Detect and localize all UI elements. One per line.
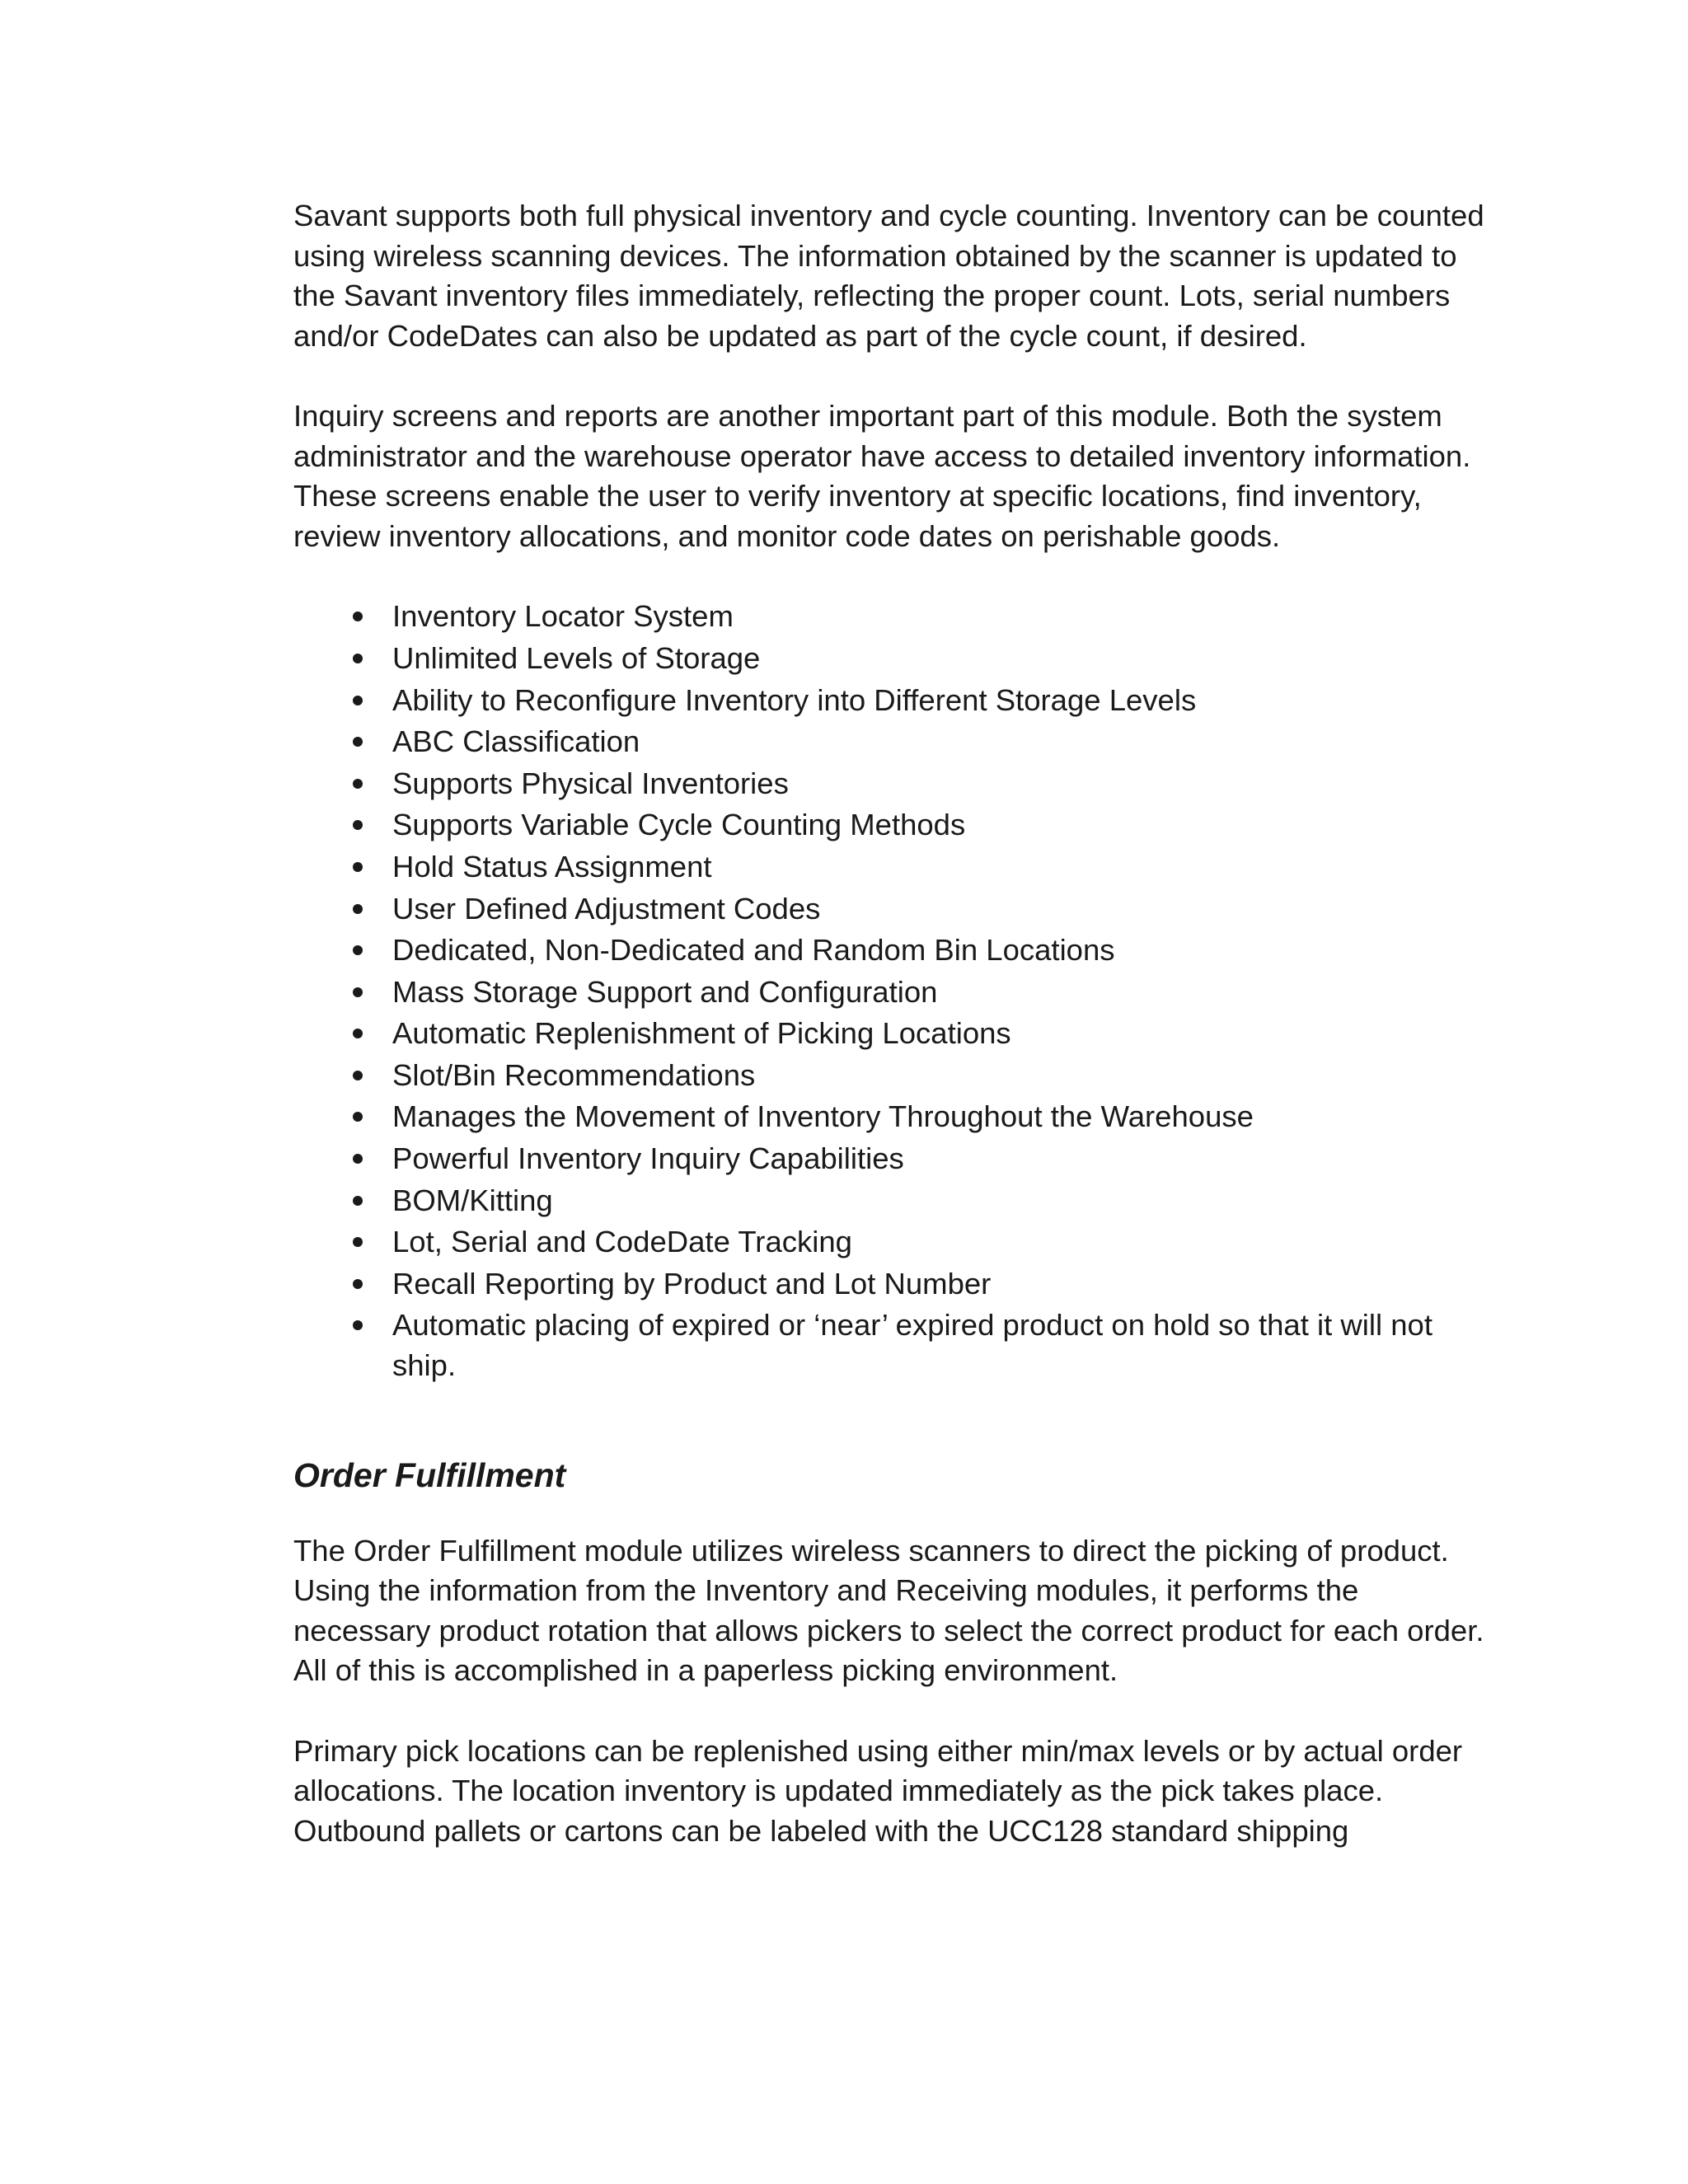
feature-text: Recall Reporting by Product and Lot Number [392,1266,992,1301]
bullet-icon [353,945,363,955]
feature-text: Mass Storage Support and Configuration [392,974,938,1009]
feature-text: BOM/Kitting [392,1183,553,1217]
feature-text: Lot, Serial and CodeDate Tracking [392,1225,852,1259]
bullet-icon [353,1279,363,1289]
feature-list [293,597,1489,1385]
section-heading-order-fulfillment: Order Fulfillment [293,1455,566,1494]
order-fulfillment-paragraph-module: The Order Fulfillment module utilizes wireless scanners to direct the picking of product. Using the information from the Inventory and Receiving modules, it performs the necessary product rotation that allows pickers to select the correct product for each order. All of this is accomplished in a paperless picking environment. [293,1533,1484,1688]
bullet-icon [353,862,363,872]
bullet-icon [353,1029,363,1038]
feature-text: Inventory Locator System [392,599,734,634]
bullet-icon [353,1112,363,1122]
feature-list-item [293,639,1489,679]
feature-list-item [293,889,1489,930]
feature-text: Unlimited Levels of Storage [392,640,761,675]
feature-list-item [293,847,1489,888]
bullet-icon [353,779,363,789]
feature-list-item [293,1056,1489,1096]
feature-list-item [293,681,1489,721]
feature-list-item [293,805,1489,846]
bullet-icon [353,654,363,663]
feature-text: User Defined Adjustment Codes [392,891,821,926]
bullet-icon [353,820,363,830]
bullet-icon [353,737,363,747]
feature-text: Dedicated, Non-Dedicated and Random Bin Locations [392,933,1115,968]
feature-list-item [293,1264,1489,1305]
feature-text: Automatic Replenishment of Picking Locations [392,1016,1011,1051]
feature-list-item [293,1181,1489,1221]
feature-list-item [293,1014,1489,1054]
feature-text: ABC Classification [392,724,640,759]
feature-list-item [293,722,1489,762]
feature-text: Manages the Movement of Inventory Throughout the Warehouse [392,1099,1254,1134]
feature-text: Supports Variable Cycle Counting Methods [392,808,966,842]
feature-list-item [293,764,1489,804]
feature-list-item [293,972,1489,1013]
intro-paragraph-cycle-counting: Savant supports both full physical inventory and cycle counting. Inventory can be counted using wireless scanning devices. The information obtained by the scanner is updated to the Savant inventory files immediately, reflecting the proper count. Lots, serial numbers and/or CodeDates can also be updated as part of the cycle count, if desired. [293,199,1484,353]
bullet-icon [353,1071,363,1080]
intro-paragraph-inquiry-screens: Inquiry screens and reports are another important part of this module. Both the system administrator and the warehouse operator have access to detailed inventory information. These screens enable the user to verify inventory at specific locations, find inventory, review inventory allocations, and monitor code dates on perishable goods. [293,398,1471,553]
page-content [293,196,1489,1851]
feature-list-item [293,1097,1489,1137]
bullet-icon [353,612,363,621]
feature-list-item [293,597,1489,637]
bullet-icon [353,696,363,705]
feature-text: Ability to Reconfigure Inventory into Different Storage Levels [392,682,1197,717]
bullet-icon [353,1154,363,1164]
feature-text: Slot/Bin Recommendations [392,1057,756,1092]
feature-text: Automatic placing of expired or ‘near’ expired product on hold so that it will not ship. [392,1308,1432,1383]
feature-text: Hold Status Assignment [392,849,712,883]
feature-list-item [293,1305,1489,1385]
feature-list-item [293,930,1489,971]
bullet-icon [353,1320,363,1330]
bullet-icon [353,904,363,914]
feature-text: Supports Physical Inventories [392,766,789,800]
feature-text: Powerful Inventory Inquiry Capabilities [392,1141,904,1176]
bullet-icon [353,987,363,997]
bullet-icon [353,1196,363,1206]
order-fulfillment-paragraph-replenishment: Primary pick locations can be replenished using either min/max levels or by actual order allocations. The location inventory is updated immediately as the pick takes place. Outbound pallets or cartons can be labeled with the UCC128 standard shipping [293,1733,1463,1848]
feature-list-item [293,1139,1489,1179]
bullet-icon [353,1237,363,1247]
feature-list-item [293,1222,1489,1263]
